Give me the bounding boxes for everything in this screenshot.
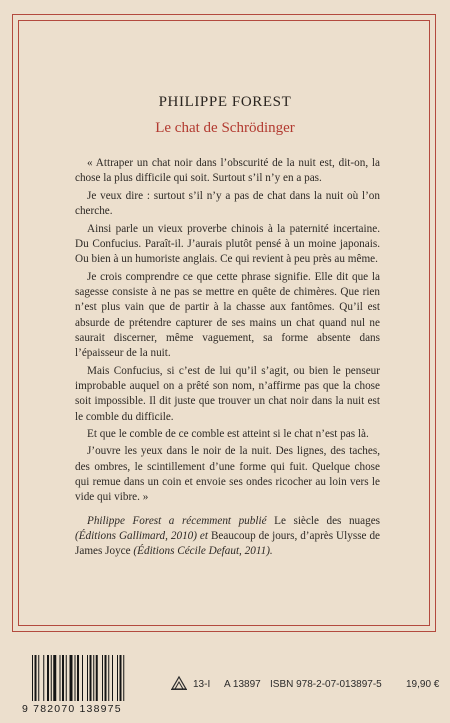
barcode-bar	[105, 655, 107, 701]
isbn: ISBN 978-2-07-013897-5	[270, 679, 382, 690]
barcode-bar	[87, 655, 88, 701]
reference-number: A 13897	[224, 679, 261, 690]
barcode-bar	[51, 655, 52, 701]
barcode-bar	[82, 655, 83, 701]
blurb-paragraph-5: Mais Confucius, si c’est de lui qu’il s’agit, ou bien le penseur improbable auquel on a prêté son nom, n’affirme pas que la chose soit impossible. Il dit juste que trouver un chat noir dans la nuit est le comble du difficile.	[75, 364, 380, 423]
blurb-paragraph-7: J’ouvre les yeux dans le noir de la nuit. Des lignes, des taches, des ombres, le scintillement d’une forme qui fuit. Quelque chose qui remue dans un coin et envoie ses ondes ricocher au loin vers le vide qui vibre. »	[75, 445, 380, 504]
barcode-bar	[75, 655, 76, 701]
blurb-paragraph-6: Et que le comble de ce comble est atteint si le chat n’est pas là.	[87, 427, 369, 440]
credit-book-2: Beaucoup de jours, d’après Ulysse de James Joyce	[75, 529, 381, 558]
blurb-text	[75, 156, 380, 562]
barcode-bar	[90, 655, 92, 701]
barcode-bar	[60, 655, 61, 701]
barcode-digits: 9 782070 138975	[22, 703, 122, 715]
barcode-bar	[102, 655, 103, 701]
barcode-bar	[35, 655, 37, 701]
barcode-bar	[66, 655, 67, 701]
barcode-bar	[47, 655, 49, 701]
author-name: PHILIPPE FOREST	[158, 94, 292, 110]
price: 19,90 €	[406, 679, 440, 690]
barcode-bar	[53, 655, 56, 701]
barcode-bar	[38, 655, 39, 701]
barcode	[22, 655, 160, 715]
barcode-bar	[70, 655, 73, 701]
barcode-bar	[62, 655, 64, 701]
barcode-bar	[77, 655, 79, 701]
blurb-paragraph-3: Ainsi parle un vieux proverbe chinois à la paternité incertaine. Du Confucius. Paraît-il. J’aurais plutôt pensé à un moine japonais. Ou bien à un humoriste anglais. Ce qui revient à peu près au même.	[75, 222, 380, 266]
blurb-paragraph-4: Je crois comprendre ce que cette phrase signifie. Elle dit que la sagesse consiste à ne pas se mettre en quête de chimères. Que rien n’est plus vain que de partir à la chasse aux fantômes. Qu’il est absurde de prétendre capturer de ses mains un chat quand nul ne saurait discerner, même vaguement, sa forme absente dans l’épaisseur de la nuit.	[75, 270, 380, 360]
barcode-bar	[96, 655, 98, 701]
credit-publisher-1: (Éditions Gallimard, 2010)	[75, 529, 197, 542]
barcode-bar	[93, 655, 94, 701]
barcode-bars	[32, 655, 158, 701]
barcode-bar	[108, 655, 109, 701]
barcode-bar	[112, 655, 113, 701]
barcode-bar	[123, 655, 124, 701]
barcode-bar	[43, 655, 44, 701]
barcode-bar	[120, 655, 122, 701]
credit-book-1: Le siècle des nuages	[274, 514, 381, 527]
catalog-code: 13-I	[193, 679, 211, 690]
author-credit	[75, 514, 380, 560]
blurb-paragraph-1: « Attraper un chat noir dans l’obscurité de la nuit est, dit-on, la chose la plus difficile qui soit. Surtout s’il n’y en a pas.	[75, 157, 380, 185]
blurb-paragraph-2: Je veux dire : surtout s’il n’y a pas de chat dans la nuit où l’on cherche.	[75, 189, 380, 218]
credit-publisher-2: (Éditions Cécile Defaut, 2011).	[133, 545, 273, 558]
gallimard-logo-icon	[170, 675, 188, 696]
book-title: Le chat de Schrödinger	[155, 120, 295, 136]
barcode-bar	[117, 655, 118, 701]
barcode-bar	[32, 655, 33, 701]
credit-and: et	[199, 529, 208, 542]
credit-intro: Philippe Forest a récemment publié	[87, 514, 267, 527]
